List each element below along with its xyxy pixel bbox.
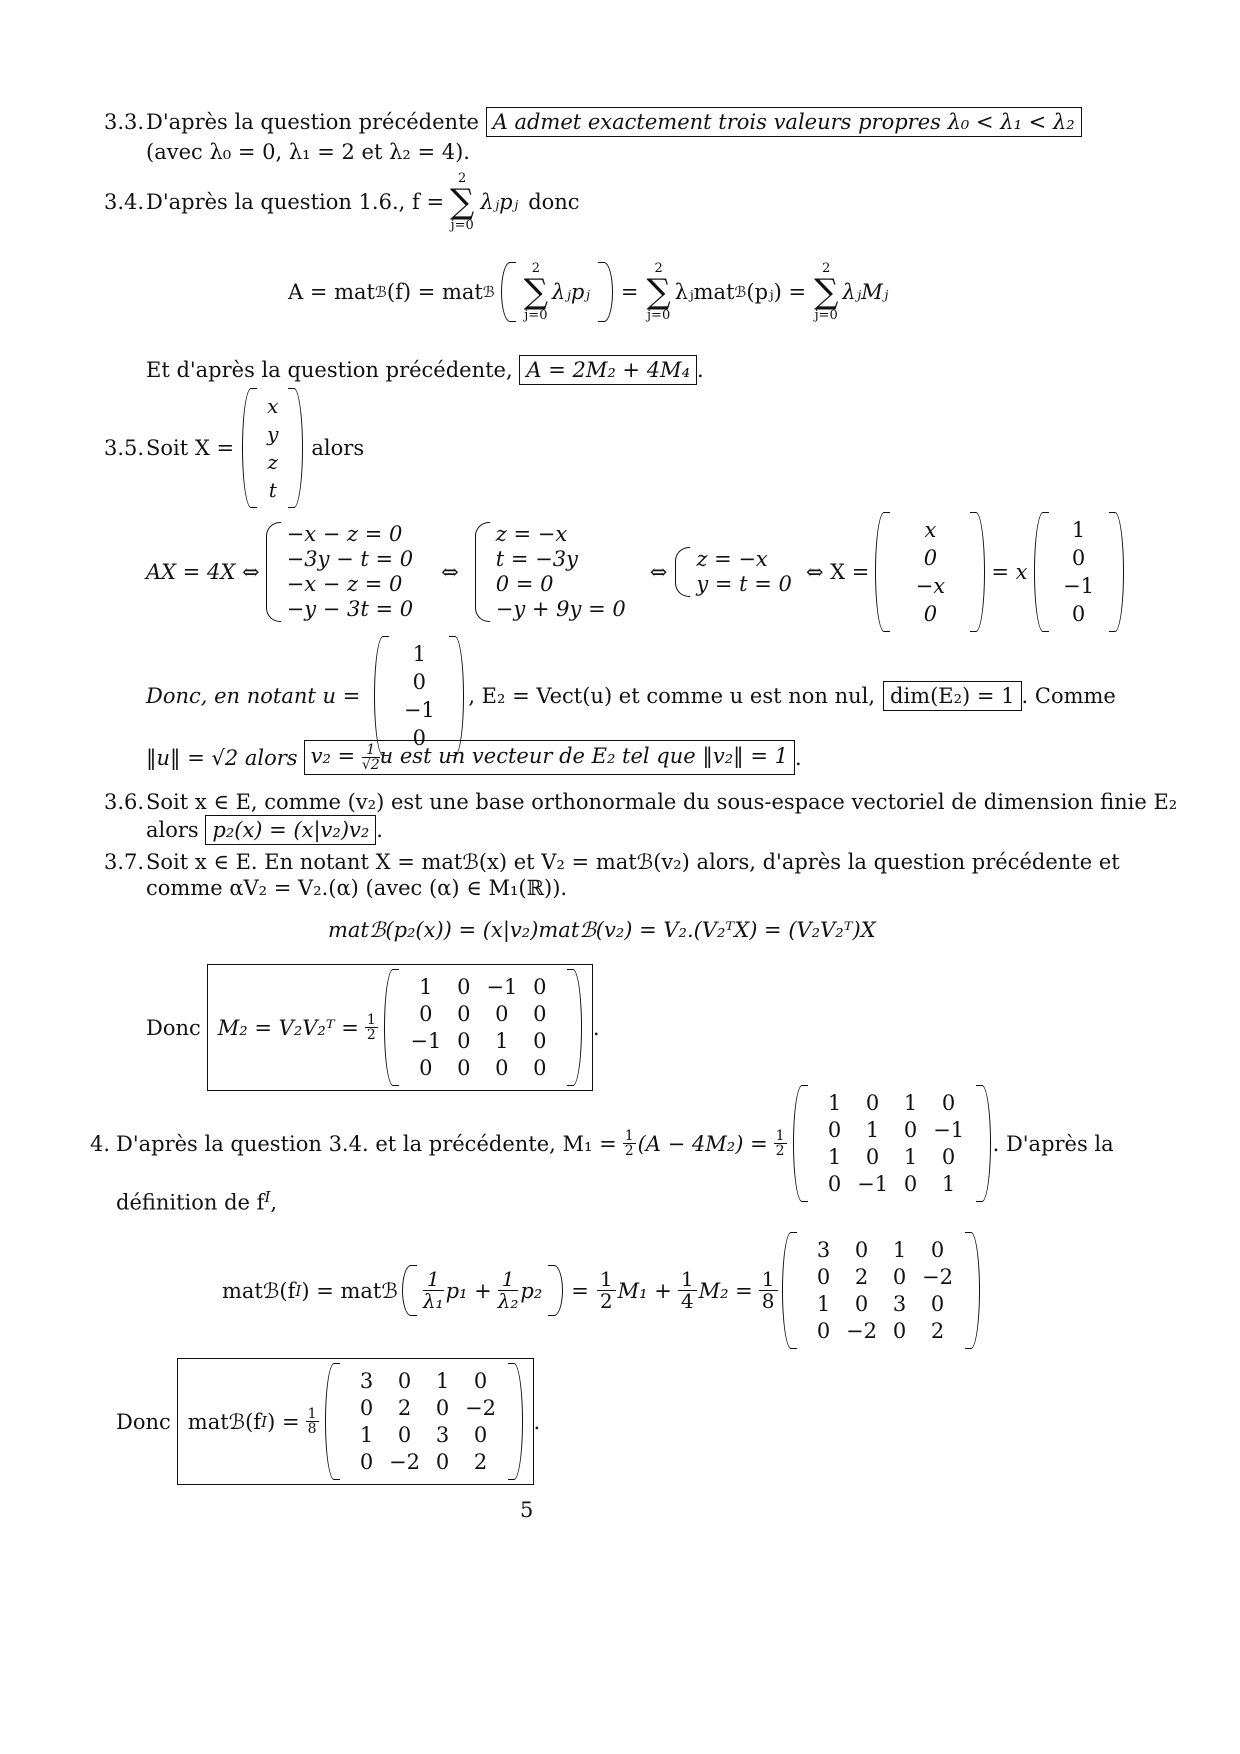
right-paren xyxy=(598,262,613,322)
q4-p1: p₁ + xyxy=(445,1278,492,1303)
left-brace xyxy=(266,522,281,622)
equation-line: −3y − t = 0 xyxy=(286,547,414,571)
denominator: 2 xyxy=(366,1027,376,1043)
q4-line2 xyxy=(116,1188,277,1215)
sum-lower-limit: j=0 xyxy=(524,308,548,323)
q35-donc-tail: . Comme xyxy=(1021,684,1116,708)
q36-projection-box: p₂(x) = (x|v₂)v₂ xyxy=(205,815,376,845)
matrix-cell: 0 xyxy=(816,1319,831,1343)
q34-sum-3 xyxy=(814,262,838,322)
q34-lead: D'après la question 1.6., f = xyxy=(146,190,445,214)
vector-u-entries xyxy=(1049,512,1109,632)
matrix-cell: 0 xyxy=(816,1265,831,1289)
matrix-cell: −1 xyxy=(857,1172,889,1196)
system-3 xyxy=(675,547,792,597)
matrix-cell: 1 xyxy=(359,1423,374,1447)
matrix-f-final-entries xyxy=(340,1363,508,1480)
matrix-m2-entries xyxy=(399,969,567,1086)
vector-entry: 0 xyxy=(923,546,938,570)
matrix-cell: −2 xyxy=(465,1396,496,1420)
matrix-cell: 0 xyxy=(457,1002,471,1026)
q34-sum xyxy=(450,172,474,232)
system-2 xyxy=(475,522,626,622)
vector-entry: y xyxy=(267,422,279,446)
q35-norm-box xyxy=(304,740,795,775)
q35-tail: alors xyxy=(311,436,365,460)
matrix-cell: 0 xyxy=(359,1396,374,1420)
q4-line2-tail: , xyxy=(270,1190,278,1215)
fraction-1-lambda2 xyxy=(498,1269,519,1312)
fraction xyxy=(362,743,380,772)
matrix-cell: 0 xyxy=(892,1319,907,1343)
q35-vector-X xyxy=(242,388,303,508)
matrix-cell: −2 xyxy=(922,1265,953,1289)
matrix-f-inverse-final xyxy=(325,1363,523,1480)
equation-line: −y − 3t = 0 xyxy=(286,597,414,621)
fraction-eighth xyxy=(759,1269,778,1312)
q4-donc xyxy=(116,1358,540,1485)
fraction-half xyxy=(597,1269,616,1312)
sigma-symbol: ∑ xyxy=(814,272,839,312)
equation-line: −x − z = 0 xyxy=(286,572,403,596)
q33-number: 3.3. xyxy=(104,110,145,134)
vector-entry: 1 xyxy=(412,642,426,666)
fraction-eighth xyxy=(306,1407,319,1436)
left-paren xyxy=(501,262,516,322)
q35-equiv-x: ⇔ X = xyxy=(805,560,870,584)
q34-paren-group xyxy=(501,262,613,322)
matrix-m2 xyxy=(384,969,582,1086)
matrix-cell: 0 xyxy=(419,1056,433,1080)
q34-sum-inner xyxy=(524,262,548,322)
vector-x xyxy=(875,512,985,632)
left-paren xyxy=(782,1232,797,1349)
q4-p2: p₂ xyxy=(520,1278,543,1303)
right-paren xyxy=(970,512,985,632)
matrix-cell: 0 xyxy=(930,1238,945,1262)
matrix-cell: 0 xyxy=(457,1029,471,1053)
q4-tail: . D'après la xyxy=(992,1131,1114,1156)
matrix-cell: 3 xyxy=(816,1238,831,1262)
sum-lower-limit: j=0 xyxy=(814,308,838,323)
q37-line1 xyxy=(104,850,1120,874)
matrix-cell: −1 xyxy=(410,1029,442,1053)
q4-display xyxy=(222,1232,980,1349)
matrix-m1 xyxy=(793,1085,991,1202)
q34-display-lhs: A = mat xyxy=(288,280,375,304)
q34-conclusion-lead: Et d'après la question précédente, xyxy=(146,358,513,382)
q35-dim-box: dim(E₂) = 1 xyxy=(883,681,1022,711)
sum-lower-limit: j=0 xyxy=(647,308,671,323)
superscript-i: I xyxy=(261,1412,268,1431)
q4-disp-m2: M₂ = xyxy=(698,1278,753,1303)
numerator: 1 xyxy=(366,1012,376,1028)
equation-line: z = −x xyxy=(696,547,768,571)
vector-entry: −1 xyxy=(1063,574,1094,598)
right-paren xyxy=(548,1265,563,1316)
numerator: 1 xyxy=(307,1406,317,1422)
matrix-cell: 0 xyxy=(903,1172,918,1196)
matrix-cell: 3 xyxy=(359,1369,374,1393)
q35-system xyxy=(146,512,1124,632)
page-number: 5 xyxy=(520,1498,534,1522)
sum-upper-limit: 2 xyxy=(654,261,663,276)
matrix-cell: 1 xyxy=(827,1145,842,1169)
q4-line2-text: définition de f xyxy=(116,1190,265,1215)
equation-line: t = −3y xyxy=(495,547,578,571)
q34-sum-2 xyxy=(647,262,671,322)
q36-line1-text: Soit x ∈ E, comme (v₂) est une base orthonormale du sous-espace vectoriel de dimension finie E₂ xyxy=(146,790,1178,814)
numerator: 1 xyxy=(597,1269,616,1291)
sum-upper-limit: 2 xyxy=(531,261,541,276)
matrix-cell: 0 xyxy=(435,1450,450,1474)
left-brace xyxy=(475,522,490,622)
matrix-cell: 0 xyxy=(533,1002,547,1026)
matrix-cell: 1 xyxy=(816,1292,831,1316)
left-paren xyxy=(1034,512,1049,632)
q35-eq-x: = x xyxy=(991,560,1028,584)
left-paren xyxy=(242,388,257,508)
q33-boxed-result: A admet exactement trois valeurs propres λ₀ < λ₁ < λ₂ xyxy=(486,107,1082,137)
matrix-cell: 0 xyxy=(533,1029,547,1053)
matrix-cell: 3 xyxy=(892,1292,907,1316)
vector-entry: 0 xyxy=(412,670,426,694)
equals-sign: = xyxy=(620,280,639,304)
numerator: 1 xyxy=(678,1269,697,1291)
q34-conclusion: Et d'après la question précédente, A = 2M₂ + 4M₄ . xyxy=(146,355,704,385)
superscript-i: I xyxy=(264,1188,271,1206)
q34-display-mid1: (f) = mat xyxy=(386,280,483,304)
matrix-cell: 1 xyxy=(435,1369,450,1393)
q4-lead: D'après la question 3.4. et la précédente, M₁ = xyxy=(116,1131,617,1156)
denominator: 8 xyxy=(761,1289,775,1313)
matrix-cell: 0 xyxy=(473,1369,488,1393)
script-b: ℬ xyxy=(734,283,747,301)
sum-upper-limit: 2 xyxy=(458,171,467,186)
matrix-f-inverse xyxy=(782,1232,980,1349)
vector-entry: 0 xyxy=(1071,546,1086,570)
q37-number: 3.7. xyxy=(104,850,145,874)
script-b: ℬ xyxy=(374,283,387,301)
equation-line: −y + 9y = 0 xyxy=(495,597,626,621)
q36-line2-tail: . xyxy=(376,818,383,842)
q35-donc-mid: , E₂ = Vect(u) et comme u est non nul, xyxy=(468,684,876,708)
q4-disp-lhs: matℬ(f xyxy=(222,1278,296,1303)
matrix-cell: 0 xyxy=(419,1002,433,1026)
q36-line2 xyxy=(146,815,383,845)
matrix-cell: 0 xyxy=(903,1118,918,1142)
superscript-i: I xyxy=(295,1281,302,1300)
q35-number: 3.5. xyxy=(104,436,145,460)
system-1 xyxy=(266,522,414,622)
q33-line2: (avec λ₀ = 0, λ₁ = 2 et λ₂ = 4). xyxy=(146,140,470,164)
matrix-cell: 0 xyxy=(435,1396,450,1420)
q36-line2-lead: alors xyxy=(146,818,199,842)
equiv-sign: ⇔ xyxy=(441,560,459,584)
q34-number: 3.4. xyxy=(104,190,145,214)
right-paren xyxy=(1109,512,1124,632)
equation-line: 0 = 0 xyxy=(495,572,554,596)
q34-display xyxy=(288,262,888,322)
q4-line1 xyxy=(90,1085,1114,1202)
q4-final-box xyxy=(177,1358,534,1485)
q37-tail: . xyxy=(592,1015,600,1040)
q4-box-tail: . xyxy=(533,1409,541,1434)
matrix-cell: 0 xyxy=(397,1369,412,1393)
q35-norm xyxy=(146,740,802,775)
denominator: λ₁ xyxy=(422,1289,444,1313)
q35-norm-box-b: u est un vecteur de E₂ tel que ‖v₂‖ = 1 xyxy=(379,744,788,768)
denominator: 2 xyxy=(624,1143,634,1159)
matrix-cell: 1 xyxy=(892,1238,907,1262)
matrix-cell: 0 xyxy=(397,1423,412,1447)
vector-entry: 0 xyxy=(1071,602,1086,626)
sigma-symbol: ∑ xyxy=(646,272,671,312)
matrix-cell: 0 xyxy=(941,1145,956,1169)
q35-eq-lhs: AX = 4X ⇔ xyxy=(146,560,260,584)
matrix-cell: 0 xyxy=(854,1238,869,1262)
right-paren xyxy=(567,969,582,1086)
q34-conclusion-box: A = 2M₂ + 4M₄ xyxy=(519,355,697,385)
system-2-lines xyxy=(496,522,626,622)
denominator: 2 xyxy=(599,1289,613,1313)
vector-u xyxy=(374,636,464,756)
numerator: 1 xyxy=(775,1128,785,1144)
vector-entry: −1 xyxy=(403,698,435,722)
q34-display-end: λⱼMⱼ xyxy=(842,280,889,304)
q4-mid: (A − 4M₂) = xyxy=(637,1131,768,1156)
numerator: 1 xyxy=(498,1269,519,1291)
matrix-m1-entries xyxy=(808,1085,976,1202)
matrix-cell: 0 xyxy=(865,1145,880,1169)
vector-x-entries xyxy=(890,512,970,632)
q4-disp-m1: M₁ + xyxy=(617,1278,672,1303)
q34-inner-term: λⱼpⱼ xyxy=(552,280,590,304)
vector-entry: x xyxy=(924,518,937,542)
q35-donc-lead: Donc, en notant u = xyxy=(146,684,361,708)
denominator: 4 xyxy=(680,1289,694,1313)
q36-number: 3.6. xyxy=(104,790,145,814)
vector-entry: t xyxy=(268,478,277,502)
q37-donc xyxy=(146,964,600,1091)
left-paren xyxy=(374,636,389,756)
matrix-cell: 0 xyxy=(827,1172,842,1196)
matrix-cell: 1 xyxy=(865,1118,880,1142)
fraction-quarter xyxy=(678,1269,697,1312)
equiv-sign: ⇔ xyxy=(649,560,668,584)
script-b: ℬ xyxy=(482,283,495,301)
fraction-half xyxy=(774,1129,787,1158)
left-paren xyxy=(325,1363,340,1480)
matrix-cell: 0 xyxy=(495,1056,509,1080)
q4-box-lhs: matℬ(f xyxy=(187,1409,262,1434)
sigma-symbol: ∑ xyxy=(450,182,475,222)
q37-display: matℬ(p₂(x)) = (x|v₂)matℬ(v₂) = V₂.(V₂ᵀX) = (V₂V₂ᵀ)X xyxy=(328,918,876,942)
matrix-cell: 1 xyxy=(827,1091,842,1115)
matrix-cell: 0 xyxy=(865,1091,880,1115)
q36-line1 xyxy=(104,790,1177,814)
q35-donc xyxy=(146,636,1116,756)
numerator: 1 xyxy=(362,743,380,758)
sigma-symbol: ∑ xyxy=(523,272,549,312)
equation-line: z = −x xyxy=(495,522,568,546)
matrix-cell: −1 xyxy=(933,1118,965,1142)
matrix-cell: 0 xyxy=(533,975,547,999)
equation-line: y = t = 0 xyxy=(696,572,792,596)
matrix-cell: 0 xyxy=(854,1292,869,1316)
q4-box-lhs2: ) = xyxy=(267,1409,300,1434)
matrix-cell: 3 xyxy=(435,1423,450,1447)
matrix-cell: 0 xyxy=(359,1450,374,1474)
vector-entry: 1 xyxy=(1071,518,1086,542)
vector-entry: x xyxy=(267,394,279,418)
denominator: √2 xyxy=(361,757,380,773)
matrix-cell: 0 xyxy=(457,1056,471,1080)
matrix-cell: −1 xyxy=(486,975,518,999)
right-paren xyxy=(976,1085,991,1202)
q33-line1 xyxy=(104,107,1082,137)
numerator: 1 xyxy=(624,1128,634,1144)
fraction-half xyxy=(365,1013,378,1042)
q33-lead: D'après la question précédente xyxy=(146,110,479,134)
matrix-cell: 2 xyxy=(930,1319,945,1343)
fraction-1-lambda1 xyxy=(423,1269,444,1312)
denominator: 8 xyxy=(307,1421,317,1437)
q34-sum-term: λⱼpⱼ xyxy=(480,190,519,214)
q37-box-lhs: M₂ = V₂V₂ᵀ = xyxy=(217,1015,359,1040)
q35-line1 xyxy=(104,388,364,508)
q4-paren-group xyxy=(402,1265,563,1316)
vector-entry: 0 xyxy=(923,602,938,626)
q34-tail: donc xyxy=(528,190,580,214)
matrix-cell: 0 xyxy=(941,1091,956,1115)
sum-upper-limit: 2 xyxy=(822,261,831,276)
matrix-cell: 0 xyxy=(473,1423,488,1447)
left-paren xyxy=(793,1085,808,1202)
matrix-f-entries xyxy=(797,1232,965,1349)
vector-entry: −x xyxy=(915,574,946,598)
vector-entry: 0 xyxy=(412,726,426,750)
q4-disp-lhs2: ) = matℬ xyxy=(301,1278,398,1303)
matrix-cell: 1 xyxy=(941,1172,956,1196)
fraction-half xyxy=(623,1129,636,1158)
q35-norm-box-a: v₂ = xyxy=(310,744,356,768)
right-paren xyxy=(288,388,303,508)
matrix-cell: 0 xyxy=(533,1056,547,1080)
matrix-cell: −2 xyxy=(389,1450,420,1474)
q4-number: 4. xyxy=(90,1131,111,1156)
q37-line2: comme αV₂ = V₂.(α) (avec (α) ∈ M₁(ℝ)). xyxy=(146,876,568,900)
denominator: λ₂ xyxy=(497,1289,519,1313)
q35-lead: Soit X = xyxy=(146,436,235,460)
denominator: 2 xyxy=(775,1143,785,1159)
right-paren xyxy=(508,1363,523,1480)
numerator: 1 xyxy=(759,1269,778,1291)
vector-entry: z xyxy=(267,450,279,474)
matrix-cell: 0 xyxy=(827,1118,842,1142)
matrix-cell: 2 xyxy=(473,1450,488,1474)
sum-lower-limit: j=0 xyxy=(450,218,474,233)
system-3-lines xyxy=(696,547,792,597)
q34-line1 xyxy=(104,172,580,232)
vector-entries xyxy=(257,388,288,508)
matrix-cell: 1 xyxy=(495,1029,509,1053)
q37-donc-label: Donc xyxy=(146,1015,201,1040)
left-paren xyxy=(384,969,399,1086)
left-brace xyxy=(675,547,690,597)
vector-u-entries xyxy=(389,636,449,756)
matrix-cell: 0 xyxy=(495,1002,509,1026)
q37-m2-box xyxy=(207,964,593,1091)
matrix-cell: −2 xyxy=(846,1319,877,1343)
q34-display-mid2: λⱼmat xyxy=(674,280,735,304)
left-paren xyxy=(402,1265,417,1316)
matrix-cell: 1 xyxy=(903,1145,918,1169)
matrix-cell: 2 xyxy=(397,1396,412,1420)
right-paren xyxy=(965,1232,980,1349)
matrix-cell: 0 xyxy=(457,975,471,999)
q34-display-mid3: (pⱼ) = xyxy=(746,280,807,304)
vector-u-direction xyxy=(1034,512,1124,632)
matrix-cell: 1 xyxy=(903,1091,918,1115)
q37-line1-text: Soit x ∈ E. En notant X = matℬ(x) et V₂ = matℬ(v₂) alors, d'après la question précédente et xyxy=(146,850,1120,874)
matrix-cell: 1 xyxy=(419,975,433,999)
system-1-lines xyxy=(287,522,414,622)
matrix-cell: 0 xyxy=(930,1292,945,1316)
q35-norm-lead: ‖u‖ = √2 alors xyxy=(146,745,298,770)
left-paren xyxy=(875,512,890,632)
q4-donc-label: Donc xyxy=(116,1409,171,1434)
matrix-cell: 2 xyxy=(854,1265,869,1289)
equals-sign: = xyxy=(571,1278,589,1303)
matrix-cell: 0 xyxy=(892,1265,907,1289)
equation-line: −x − z = 0 xyxy=(286,522,403,546)
right-paren xyxy=(449,636,464,756)
numerator: 1 xyxy=(423,1269,444,1291)
q35-norm-tail: . xyxy=(794,745,802,770)
